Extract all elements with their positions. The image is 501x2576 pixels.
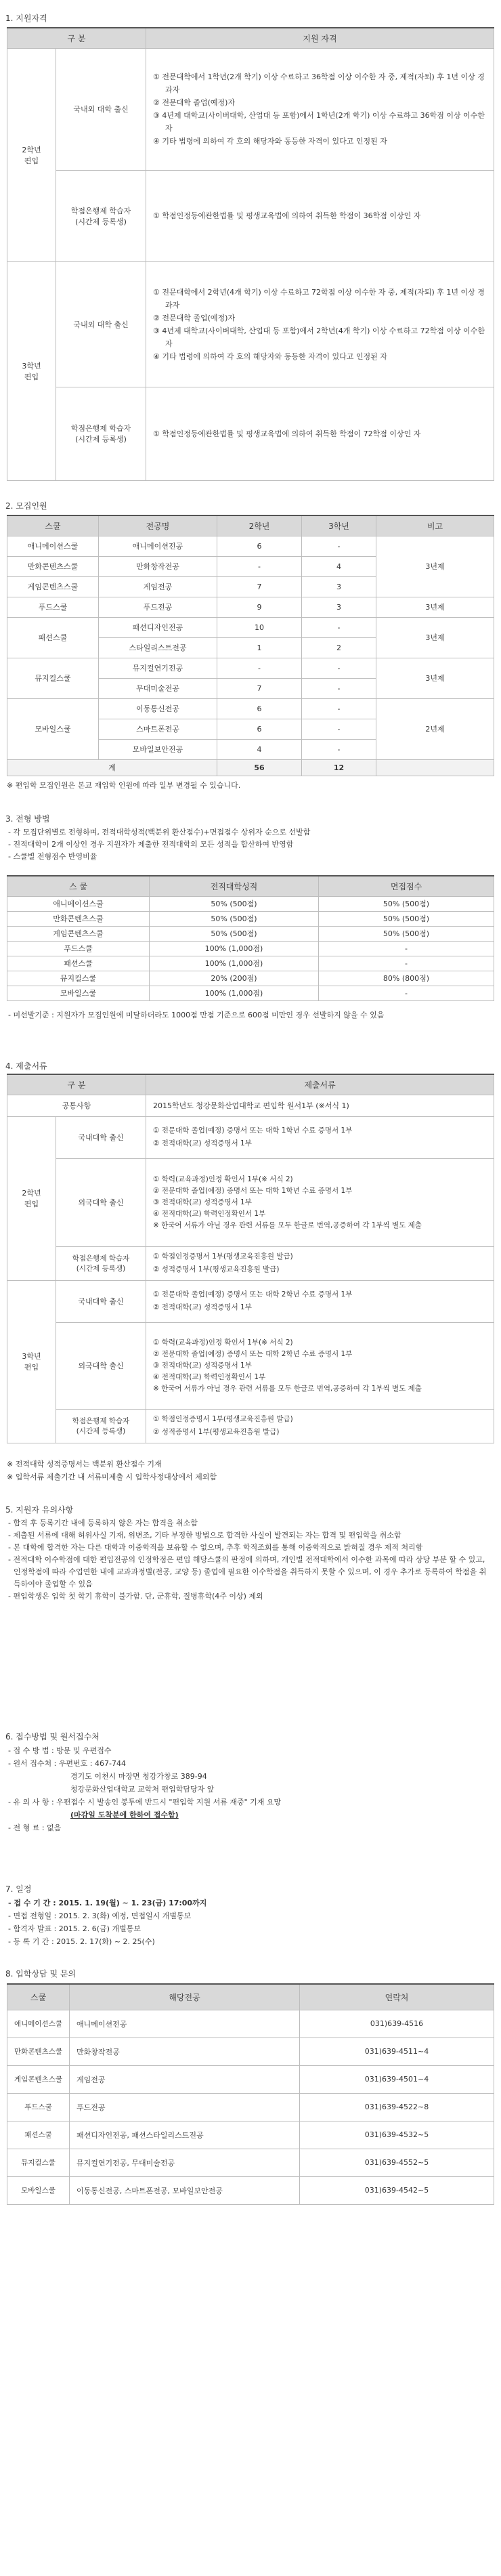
common-label: 공통사항 <box>7 1095 146 1116</box>
grade3-domestic-list <box>146 261 494 387</box>
table-cell: 이동통신전공, 스마트폰전공, 모바일보안전공 <box>70 2176 300 2204</box>
total-grade3: 12 <box>302 759 376 776</box>
table-cell: 뮤지컬스쿨 <box>7 971 150 986</box>
grade3-credit-list <box>146 387 494 480</box>
table-cell: - <box>319 956 494 971</box>
quota-table <box>7 515 494 776</box>
remark-cell: 3년제 <box>376 536 494 597</box>
table-cell: 게임콘텐츠스쿨 <box>7 926 150 941</box>
text-line: (마감일 도착분에 한하여 접수함) <box>70 1811 179 1819</box>
domestic-label: 국내대학 출신 <box>56 1116 146 1158</box>
table-cell: 7 <box>217 576 302 597</box>
text-line: - 유 의 사 항 : 우편접수 시 발송인 봉투에 반드시 "편입학 지원 서류 재중" 기재 요망 <box>8 1798 282 1807</box>
table-cell: 4 <box>302 556 376 576</box>
table-cell: 100% (1,000점) <box>150 941 319 956</box>
header-school: 스쿨 <box>7 515 99 536</box>
schedule-lines <box>8 1897 493 1948</box>
grade2-credit-list <box>146 170 494 261</box>
table-cell: 만화콘텐츠스쿨 <box>7 911 150 926</box>
section-title: 2. 모집인원 <box>5 501 47 511</box>
table-cell: 애니메이션스쿨 <box>7 896 150 911</box>
remark-cell: 3년제 <box>376 597 494 617</box>
list-item: ② 성적증명서 1부(평생교육진흥원 발급) <box>153 1428 280 1436</box>
domestic-label: 국내외 대학 출신 <box>56 48 146 170</box>
domestic-label: 국내외 대학 출신 <box>56 261 146 387</box>
list-item: ② 전문대학 졸업(예정) 증명서 또는 대학 1학년 수료 증명서 1부 <box>153 1186 353 1195</box>
table-cell: - <box>302 719 376 739</box>
list-item: ① 학점인정증명서 1부(평생교육진흥원 발급) <box>153 1252 293 1261</box>
remark-cell: 2년제 <box>376 698 494 759</box>
phone-number[interactable]: 031)639-4552~5 <box>300 2149 494 2176</box>
quota-note: ※ 편입학 모집인원은 본교 재입학 인원에 따라 일부 변경될 수 있습니다. <box>7 781 241 790</box>
foreign-label: 외국대학 출신 <box>56 1322 146 1409</box>
grade2-label: 2학년 편입 <box>7 48 56 261</box>
table-cell: 3 <box>302 597 376 617</box>
text-line: - 합격자 발표 : 2015. 2. 6(금) 개별통보 <box>8 1924 141 1933</box>
grade2-label: 2학년 편입 <box>7 1116 56 1280</box>
list-item: ① 학력(교육과정)인정 확인서 1부(※ 서식 2) <box>153 1175 293 1183</box>
text-line: - 스쿨별 전형점수 반영비율 <box>8 852 97 861</box>
table-cell <box>376 759 494 776</box>
text-line: - 미선발기준 : 지원자가 모집인원에 미달하더라도 1000점 만점 기준으로 600점 미만인 경우 선발하지 않을 수 있음 <box>8 1011 385 1019</box>
table-cell: 10 <box>217 617 302 637</box>
text-line: - 전적대학 이수학점에 대한 편입전공의 인정학점은 편입 해당스쿨의 판정에 의하며, 개인별 전적대학에서 이수한 과목에 따라 상당 부분 할 수 있고, 인정학점에 따라 수업연한 내에 교과과정별(전공, 교양 등) 졸업에 필요한 이수학점을 취득하지 못할 수 있으며, 이 경우 추가로 등록하여 학점을 취득하여야 졸업할 수 있음 <box>8 1555 487 1588</box>
table-cell: 스타일리스트전공 <box>99 637 217 658</box>
grade3-foreign-docs <box>146 1322 494 1409</box>
table-cell: - <box>217 556 302 576</box>
table-cell: 푸드스쿨 <box>7 941 150 956</box>
selection-footnote <box>8 1009 493 1021</box>
header-interview: 면접점수 <box>319 876 494 896</box>
table-cell: 뮤지컬스쿨 <box>7 2149 70 2176</box>
table-cell: 50% (500점) <box>319 926 494 941</box>
phone-number[interactable]: 031)639-4501~4 <box>300 2065 494 2093</box>
table-cell: 1 <box>217 637 302 658</box>
text-line: - 전적대학이 2개 이상인 경우 지원자가 제출한 전적대학의 모든 성적을 합산하여 반영함 <box>8 840 294 849</box>
text-line: - 각 모집단위별로 전형하며, 전적대학성적(백분위 환산점수)+면접점수 상위자 순으로 선발함 <box>8 828 311 837</box>
table-cell: 뮤지컬스쿨 <box>7 658 99 698</box>
list-item: ③ 4년제 대학교(사이버대학, 산업대 등 포함)에서 1학년(2개 학기) 이상 수료하고 36학점 이상 이수한 자 <box>153 111 485 133</box>
credit-bank-label: 학점은행제 학습자 (시간제 등록생) <box>56 170 146 261</box>
text-line: - 전 형 료 : 없음 <box>8 1823 62 1832</box>
phone-number[interactable]: 031)639-4522~8 <box>300 2093 494 2121</box>
text-line: 경기도 이천시 마장면 청강가창로 389-94 <box>70 1772 207 1781</box>
section-title: 3. 전형 방법 <box>5 814 50 824</box>
score-ratio-table <box>7 875 494 1001</box>
list-item: ④ 전적대학(교) 학력인정확인서 1부 <box>153 1209 266 1218</box>
grade2-foreign-docs <box>146 1158 494 1246</box>
grade2-domestic-docs <box>146 1116 494 1158</box>
table-cell: 7 <box>217 678 302 698</box>
text-line: - 접 수 기 간 : 2015. 1. 19(월) ~ 1. 23(금) 17:00까지 <box>8 1899 207 1907</box>
list-item: ④ 전적대학(교) 학력인정확인서 1부 <box>153 1372 266 1381</box>
common-doc: 2015학년도 청강문화산업대학교 편입학 원서1부 (※서식 1) <box>146 1095 494 1116</box>
list-item: ① 전문대학 졸업(예정) 증명서 또는 대학 1학년 수료 증명서 1부 <box>153 1126 353 1135</box>
list-item: ③ 전적대학(교) 성적증명서 1부 <box>153 1361 252 1370</box>
list-item: ④ 기타 법령에 의하여 각 호의 해당자와 동등한 자격이 있다고 인정된 자 <box>153 137 387 146</box>
table-cell: 애니메이션스쿨 <box>7 536 99 556</box>
documents-notes <box>7 1458 217 1483</box>
header-grade2: 2학년 <box>217 515 302 536</box>
table-cell: 50% (500점) <box>319 896 494 911</box>
table-cell: 6 <box>217 536 302 556</box>
table-cell: 푸드전공 <box>70 2093 300 2121</box>
list-item: ① 전문대학 졸업(예정) 증명서 또는 대학 2학년 수료 증명서 1부 <box>153 1290 353 1298</box>
table-cell: 50% (500점) <box>150 896 319 911</box>
list-item: ② 전적대학(교) 성적증명서 1부 <box>153 1303 252 1311</box>
table-cell: 모바일스쿨 <box>7 986 150 1000</box>
cautions-lines <box>8 1517 493 1603</box>
table-cell: 6 <box>217 719 302 739</box>
contact-table <box>7 1983 494 2205</box>
text-line: - 제출된 서류에 대해 허위사실 기재, 위변조, 기타 부정한 방법으로 합격한 사실이 발견되는 자는 합격 및 편입학을 취소함 <box>8 1531 401 1540</box>
section-title: 5. 지원자 유의사항 <box>5 1505 74 1515</box>
list-item: ① 학점인정등에관한법률 및 평생교육법에 의하여 취득한 학점이 72학점 이상인 자 <box>153 429 421 438</box>
list-item: ② 전문대학 졸업(예정) 증명서 또는 대학 2학년 수료 증명서 1부 <box>153 1349 353 1358</box>
header-documents: 제출서류 <box>146 1074 494 1095</box>
table-cell: 스마트폰전공 <box>99 719 217 739</box>
table-cell: - <box>302 739 376 759</box>
remark-cell: 3년제 <box>376 617 494 658</box>
section-title: 1. 지원자격 <box>5 14 47 23</box>
table-cell: 모바일스쿨 <box>7 2176 70 2204</box>
list-item: ① 학점인정증명서 1부(평생교육진흥원 발급) <box>153 1415 293 1423</box>
table-cell: 패션디자인전공 <box>99 617 217 637</box>
table-cell: 2 <box>302 637 376 658</box>
credit-bank-label: 학점은행제 학습자 (시간제 등록생) <box>56 1246 146 1280</box>
grade3-label: 3학년 편입 <box>7 1280 56 1443</box>
header-category: 구 분 <box>7 1074 146 1095</box>
table-cell: 패션스쿨 <box>7 2121 70 2149</box>
header-school: 스쿨 <box>7 1984 70 2010</box>
header-qualification: 지원 자격 <box>146 28 494 48</box>
text-line: - 면접 전형일 : 2015. 2. 3(화) 예정, 면접일시 개별통보 <box>8 1912 192 1920</box>
table-cell: 50% (500점) <box>150 911 319 926</box>
table-cell: 80% (800점) <box>319 971 494 986</box>
table-cell: 게임콘텐츠스쿨 <box>7 576 99 597</box>
section-title: 4. 제출서류 <box>5 1061 47 1071</box>
section-title: 7. 일정 <box>5 1884 32 1894</box>
table-cell: - <box>319 941 494 956</box>
header-major: 전공명 <box>99 515 217 536</box>
application-lines <box>8 1744 493 1834</box>
list-item: ② 성적증명서 1부(평생교육진흥원 발급) <box>153 1265 280 1273</box>
list-item: ① 학력(교육과정)인정 확인서 1부(※ 서식 2) <box>153 1338 293 1347</box>
header-remark: 비고 <box>376 515 494 536</box>
text-line: - 편입학생은 입학 첫 학기 휴학이 불가함. 단, 군휴학, 질병휴학(4주 이상) 제외 <box>8 1592 263 1601</box>
table-cell: 뮤지컬연기전공, 무대미술전공 <box>70 2149 300 2176</box>
table-cell: 무대미술전공 <box>99 678 217 698</box>
text-line: - 원서 접수처 : 우편번호 : 467-744 <box>8 1759 126 1768</box>
table-cell: 6 <box>217 698 302 719</box>
header-category: 구 분 <box>7 28 146 48</box>
table-cell: 게임전공 <box>99 576 217 597</box>
table-cell: 만화콘텐츠스쿨 <box>7 2037 70 2065</box>
table-cell: 패션디자인전공, 패션스타일리스트전공 <box>70 2121 300 2149</box>
list-item: ① 학점인정등에관한법률 및 평생교육법에 의하여 취득한 학점이 36학점 이상인 자 <box>153 211 421 220</box>
total-label: 계 <box>7 759 217 776</box>
table-cell: 3 <box>302 576 376 597</box>
phone-number[interactable]: 031)639-4542~5 <box>300 2176 494 2204</box>
table-cell: - <box>217 658 302 678</box>
text-line: - 접 수 방 법 : 방문 및 우편접수 <box>8 1746 112 1755</box>
header-gpa: 전적대학성적 <box>150 876 319 896</box>
table-cell: 푸드스쿨 <box>7 2093 70 2121</box>
credit-bank-label: 학점은행제 학습자 (시간제 등록생) <box>56 1409 146 1443</box>
grade3-label: 3학년 편입 <box>7 261 56 480</box>
table-cell: - <box>302 678 376 698</box>
table-cell: 만화창작전공 <box>70 2037 300 2065</box>
table-cell: 푸드전공 <box>99 597 217 617</box>
table-cell: 50% (500점) <box>319 911 494 926</box>
remark-cell: 3년제 <box>376 658 494 698</box>
table-cell: - <box>302 617 376 637</box>
table-cell: 모바일스쿨 <box>7 698 99 759</box>
text-line: - 본 대학에 합격한 자는 다른 대학과 이중학적을 보유할 수 없으며, 추후 학적조회를 통해 이중학적으로 밝혀질 경우 제적 처리함 <box>8 1543 423 1552</box>
table-cell: 뮤지컬연기전공 <box>99 658 217 678</box>
table-cell: 모바일보안전공 <box>99 739 217 759</box>
list-item: ② 전문대학 졸업(예정)자 <box>153 313 236 322</box>
table-cell: 50% (500점) <box>150 926 319 941</box>
list-item: ② 전적대학(교) 성적증명서 1부 <box>153 1139 252 1147</box>
table-cell: - <box>302 658 376 678</box>
credit-bank-label: 학점은행제 학습자 (시간제 등록생) <box>56 387 146 480</box>
list-item: ③ 4년제 대학교(사이버대학, 산업대 등 포함)에서 2학년(4개 학기) 이상 수료하고 72학점 이상 이수한 자 <box>153 326 485 348</box>
table-cell: 게임콘텐츠스쿨 <box>7 2065 70 2093</box>
table-cell: 패션스쿨 <box>7 617 99 658</box>
documents-table <box>7 1074 494 1443</box>
table-cell: 100% (1,000점) <box>150 986 319 1000</box>
header-major: 해당전공 <box>70 1984 300 2010</box>
header-school: 스 쿨 <box>7 876 150 896</box>
grade2-domestic-list <box>146 48 494 170</box>
list-item: ③ 전적대학(교) 성적증명서 1부 <box>153 1198 252 1206</box>
table-cell: 애니메이션스쿨 <box>7 2010 70 2037</box>
table-cell: - <box>319 986 494 1000</box>
table-cell: 이동통신전공 <box>99 698 217 719</box>
text-line: ※ 전적대학 성적증명서는 백분위 환산점수 기재 <box>7 1460 162 1469</box>
grade3-domestic-docs <box>146 1280 494 1322</box>
grade2-credit-docs <box>146 1246 494 1280</box>
table-cell: 9 <box>217 597 302 617</box>
table-cell: 게임전공 <box>70 2065 300 2093</box>
list-item: ※ 한국어 서류가 아닐 경우 관련 서류를 모두 한글로 번역,공증하여 각 1부씩 별도 제출 <box>153 1384 422 1393</box>
header-grade3: 3학년 <box>302 515 376 536</box>
table-cell: 패션스쿨 <box>7 956 150 971</box>
table-cell: 100% (1,000점) <box>150 956 319 971</box>
domestic-label: 국내대학 출신 <box>56 1280 146 1322</box>
phone-number[interactable]: 031)639-4532~5 <box>300 2121 494 2149</box>
table-cell: 4 <box>217 739 302 759</box>
section-title: 8. 입학상담 및 문의 <box>5 1969 77 1979</box>
eligibility-table <box>7 27 494 481</box>
table-cell: 20% (200점) <box>150 971 319 986</box>
table-cell: 만화콘텐츠스쿨 <box>7 556 99 576</box>
list-item: ④ 기타 법령에 의하여 각 호의 해당자와 동등한 자격이 있다고 인정된 자 <box>153 352 387 361</box>
list-item: ① 전문대학에서 1학년(2개 학기) 이상 수료하고 36학점 이상 이수한 자 중, 제적(자퇴) 후 1년 이상 경과자 <box>153 72 485 94</box>
header-contact: 연락처 <box>300 1984 494 2010</box>
table-cell: 푸드스쿨 <box>7 597 99 617</box>
list-item: ① 전문대학에서 2학년(4개 학기) 이상 수료하고 72학점 이상 이수한 자 중, 제적(자퇴) 후 1년 이상 경과자 <box>153 287 485 310</box>
text-line: - 합격 후 등록기간 내에 등록하지 않은 자는 합격을 취소함 <box>8 1519 198 1527</box>
list-item: ※ 한국어 서류가 아닐 경우 관련 서류를 모두 한글로 번역,공증하여 각 1부씩 별도 제출 <box>153 1221 422 1229</box>
table-cell: - <box>302 536 376 556</box>
table-cell: 만화창작전공 <box>99 556 217 576</box>
text-line: - 등 록 기 간 : 2015. 2. 17(화) ~ 2. 25(수) <box>8 1937 155 1946</box>
text-line: 청강문화산업대학교 교학처 편입학담당자 앞 <box>70 1785 215 1794</box>
table-cell: - <box>302 698 376 719</box>
table-cell: 애니메이션전공 <box>70 2010 300 2037</box>
foreign-label: 외국대학 출신 <box>56 1158 146 1246</box>
text-line: ※ 입학서류 제출기간 내 서류미제출 시 입학사정대상에서 제외함 <box>7 1473 217 1481</box>
selection-lines <box>8 826 493 863</box>
total-grade2: 56 <box>217 759 302 776</box>
grade3-credit-docs <box>146 1409 494 1443</box>
section-title: 6. 접수방법 및 원서접수처 <box>5 1732 100 1741</box>
phone-number[interactable]: 031)639-4516 <box>300 2010 494 2037</box>
list-item: ② 전문대학 졸업(예정)자 <box>153 98 236 107</box>
phone-number[interactable]: 031)639-4511~4 <box>300 2037 494 2065</box>
table-cell: 애니메이션전공 <box>99 536 217 556</box>
